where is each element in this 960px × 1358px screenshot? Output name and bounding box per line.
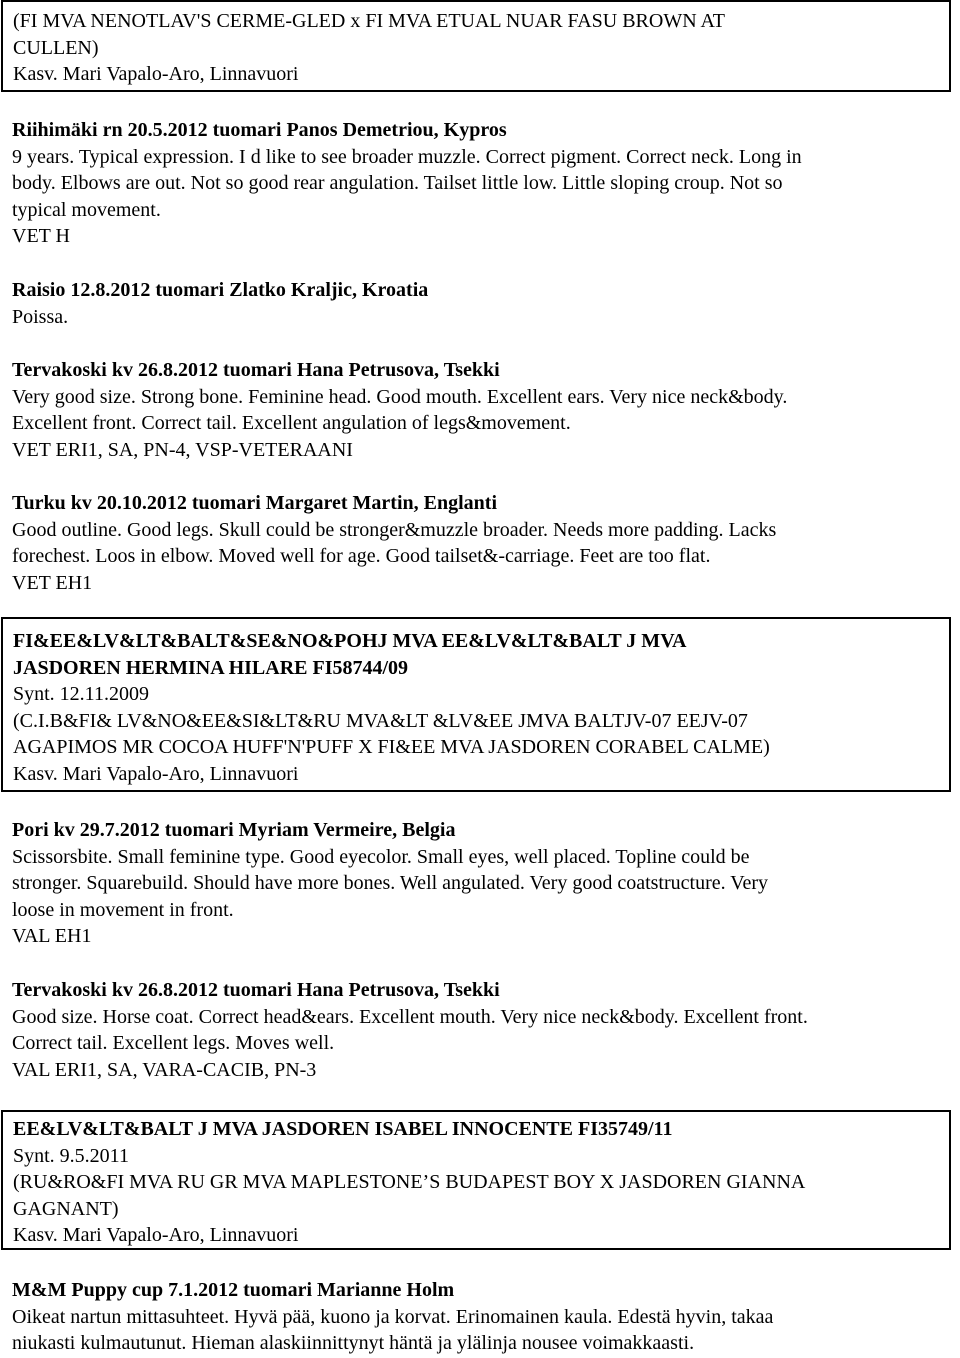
critique-line: Very good size. Strong bone. Feminine head. Good mouth. Excellent ears. Very nice neck&body. (12, 385, 788, 408)
show-header: Tervakoski kv 26.8.2012 tuomari Hana Petrusova, Tsekki (12, 979, 500, 1001)
critique-line: Poissa. (12, 305, 69, 328)
show-entry (12, 117, 952, 250)
critique-line: Good size. Horse coat. Correct head&ears. Excellent mouth. Very nice neck&body. Excellent front. (12, 1005, 808, 1028)
critique-line: stronger. Squarebuild. Should have more bones. Well angulated. Very good coatstructure. Very (12, 872, 769, 895)
show-result: VAL ERI1, SA, VARA-CACIB, PN-3 (12, 1058, 317, 1081)
critique-line: Oikeat nartun mittasuhteet. Hyvä pää, kuono ja korvat. Erinomainen kaula. Edestä hyvin, takaa (12, 1305, 774, 1328)
critique-line: 9 years. Typical expression. I d like to see broader muzzle. Correct pigment. Correct neck. Long in (12, 145, 802, 168)
critique-line: Scissorsbite. Small feminine type. Good eyecolor. Small eyes, well placed. Topline could be (12, 845, 750, 868)
pedigree-line: (FI MVA NENOTLAV'S CERME-GLED x FI MVA ETUAL NUAR FASU BROWN AT (13, 10, 725, 32)
show-header: Riihimäki rn 20.5.2012 tuomari Panos Demetriou, Kypros (12, 119, 507, 141)
show-entry (12, 490, 952, 596)
pedigree-line: (RU&RO&FI MVA RU GR MVA MAPLESTONE’S BUDAPEST BOY X JASDOREN GIANNA (13, 1171, 806, 1194)
dog3-info-box (1, 1110, 951, 1250)
dog-title: JASDOREN HERMINA HILARE FI58744/09 (13, 656, 409, 679)
breeder-line: Kasv. Mari Vapalo-Aro, Linnavuori (13, 762, 299, 785)
show-entry (12, 277, 952, 330)
critique-line: Correct tail. Excellent legs. Moves well. (12, 1032, 335, 1055)
show-entry (12, 977, 952, 1083)
breeder-line: Kasv. Mari Vapalo-Aro, Linnavuori (13, 63, 299, 86)
show-result: VET EH1 (12, 571, 93, 594)
birth-date: Synt. 9.5.2011 (13, 1144, 129, 1167)
show-header: Turku kv 20.10.2012 tuomari Margaret Martin, Englanti (12, 492, 498, 514)
birth-date: Synt. 12.11.2009 (13, 683, 149, 706)
show-header: Raisio 12.8.2012 tuomari Zlatko Kraljic, Kroatia (12, 279, 429, 301)
critique-line: Good outline. Good legs. Skull could be stronger&muzzle broader. Needs more padding. Lacks (12, 518, 777, 541)
breeder-line: Kasv. Mari Vapalo-Aro, Linnavuori (13, 1224, 299, 1247)
show-header: M&M Puppy cup 7.1.2012 tuomari Marianne Holm (12, 1279, 455, 1301)
show-result: VAL EH1 (12, 925, 92, 948)
dog-title: EE&LV&LT&BALT J MVA JASDOREN ISABEL INNOCENTE FI35749/11 (13, 1118, 673, 1140)
show-header: Pori kv 29.7.2012 tuomari Myriam Vermeire, Belgia (12, 819, 456, 841)
pedigree-line: (C.I.B&FI& LV&NO&EE&SI&LT&RU MVA&LT &LV&EE JMVA BALTJV-07 EEJV-07 (13, 709, 748, 732)
pedigree-line: CULLEN) (13, 36, 99, 59)
critique-line: niukasti kulmautunut. Hieman alaskiinnittynyt häntä ja ylälinja nousee voimakkaasti. (12, 1332, 695, 1355)
show-result: VET H (12, 225, 70, 248)
show-header: Tervakoski kv 26.8.2012 tuomari Hana Petrusova, Tsekki (12, 359, 500, 381)
critique-line: typical movement. (12, 198, 161, 221)
show-entry (12, 817, 952, 950)
show-result: VET ERI1, SA, PN-4, VSP-VETERAANI (12, 438, 353, 461)
dog-title: FI&EE&LV&LT&BALT&SE&NO&POHJ MVA EE&LV&LT&BALT J MVA (13, 630, 687, 652)
dog2-info-box (1, 617, 951, 792)
critique-line: Excellent front. Correct tail. Excellent angulation of legs&movement. (12, 412, 571, 435)
show-entry (12, 1277, 952, 1357)
critique-line: forechest. Loos in elbow. Moved well for age. Good tailset&-carriage. Feet are too flat. (12, 545, 711, 568)
dog1-pedigree-box (1, 0, 951, 92)
pedigree-line: GAGNANT) (13, 1197, 119, 1220)
critique-line: loose in movement in front. (12, 898, 234, 921)
show-entry (12, 357, 952, 463)
pedigree-line: AGAPIMOS MR COCOA HUFF'N'PUFF X FI&EE MVA JASDOREN CORABEL CALME) (13, 736, 770, 759)
critique-line: body. Elbows are out. Not so good rear angulation. Tailset little low. Little sloping croup. Not so (12, 172, 783, 195)
